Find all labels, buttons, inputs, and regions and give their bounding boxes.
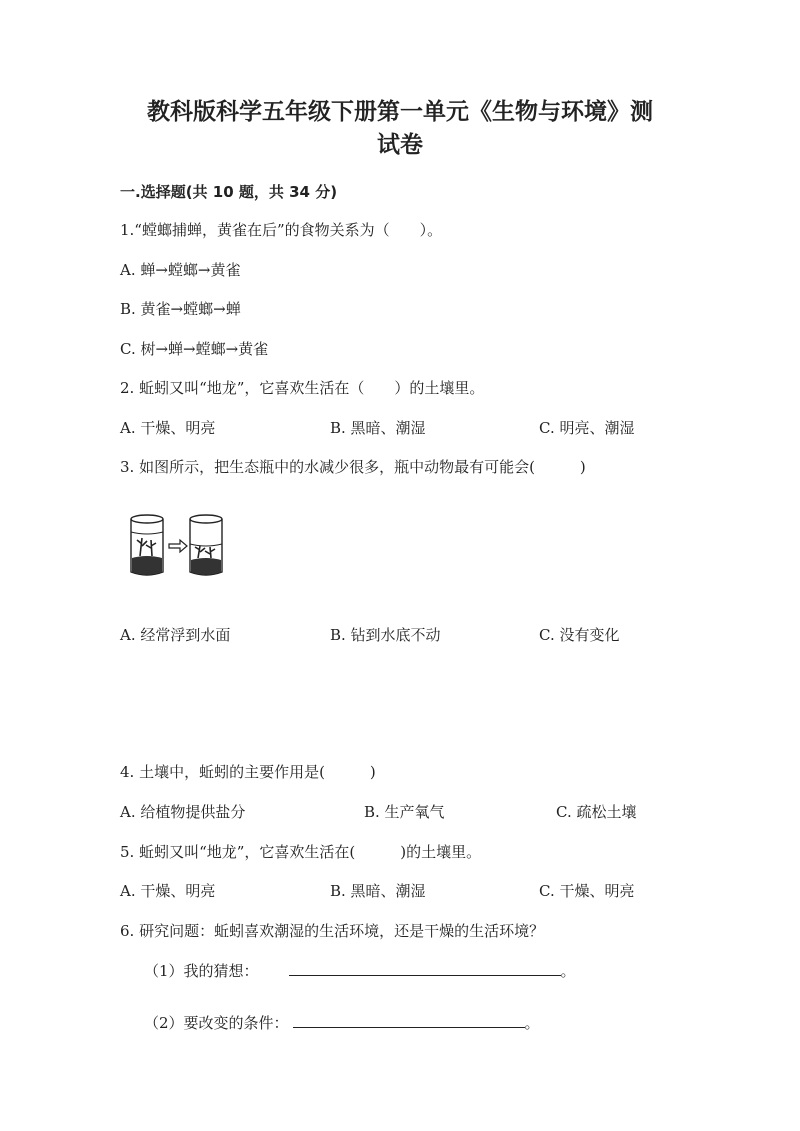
guess-label: （1）我的猜想： [144, 962, 259, 980]
question-5-option-a: A. 干燥、明亮 [120, 882, 216, 900]
question-3-option-c: C. 没有变化 [539, 626, 620, 644]
page-title-line-1: 教科版科学五年级下册第一单元《生物与环境》测 [147, 99, 653, 125]
condition-label: （2）要改变的条件： [144, 1014, 289, 1032]
condition-answer-blank[interactable] [293, 1013, 525, 1028]
question-4-option-c: C. 疏松土壤 [556, 803, 637, 821]
arrow-right-icon [169, 540, 187, 552]
ecosystem-bottle-figure [128, 510, 228, 582]
guess-answer-blank[interactable] [289, 961, 561, 976]
condition-end-mark: 。 [524, 1014, 540, 1032]
question-3-option-a: A. 经常浮到水面 [120, 626, 231, 644]
section-heading: 一.选择题(共 10 题，共 34 分) [120, 183, 338, 201]
question-5-option-c: C. 干燥、明亮 [539, 882, 635, 900]
question-6-sub-2 [144, 1013, 540, 1033]
question-1-stem: 1.“螳螂捕蝉，黄雀在后”的食物关系为（ ）。 [120, 221, 443, 239]
question-1-option-b: B. 黄雀→螳螂→蝉 [120, 300, 241, 318]
question-1-option-a: A. 蝉→螳螂→黄雀 [120, 261, 241, 279]
question-6-sub-1 [144, 961, 576, 981]
bottle-after-icon [190, 515, 222, 575]
question-3-stem: 3. 如图所示，把生态瓶中的水减少很多，瓶中动物最有可能会( ) [120, 458, 586, 476]
question-5-stem: 5. 蚯蚓又叫“地龙”，它喜欢生活在( )的土壤里。 [120, 843, 482, 861]
question-2-option-c: C. 明亮、潮湿 [539, 419, 635, 437]
question-2-stem: 2. 蚯蚓又叫“地龙”，它喜欢生活在（ ）的土壤里。 [120, 379, 485, 397]
page-title-line-2: 试卷 [377, 132, 423, 158]
question-4-stem: 4. 土壤中，蚯蚓的主要作用是( ) [120, 763, 376, 781]
question-2-option-b: B. 黑暗、潮湿 [330, 419, 426, 437]
question-3-option-b: B. 钻到水底不动 [330, 626, 441, 644]
bottle-before-icon [131, 515, 163, 575]
question-4-option-b: B. 生产氧气 [364, 803, 445, 821]
question-1-option-c: C. 树→蝉→螳螂→黄雀 [120, 340, 269, 358]
question-6-stem: 6. 研究问题：蚯蚓喜欢潮湿的生活环境，还是干燥的生活环境？ [120, 922, 545, 940]
question-2-option-a: A. 干燥、明亮 [120, 419, 216, 437]
guess-end-mark: 。 [560, 962, 576, 980]
question-4-option-a: A. 给植物提供盐分 [120, 803, 246, 821]
question-5-option-b: B. 黑暗、潮湿 [330, 882, 426, 900]
